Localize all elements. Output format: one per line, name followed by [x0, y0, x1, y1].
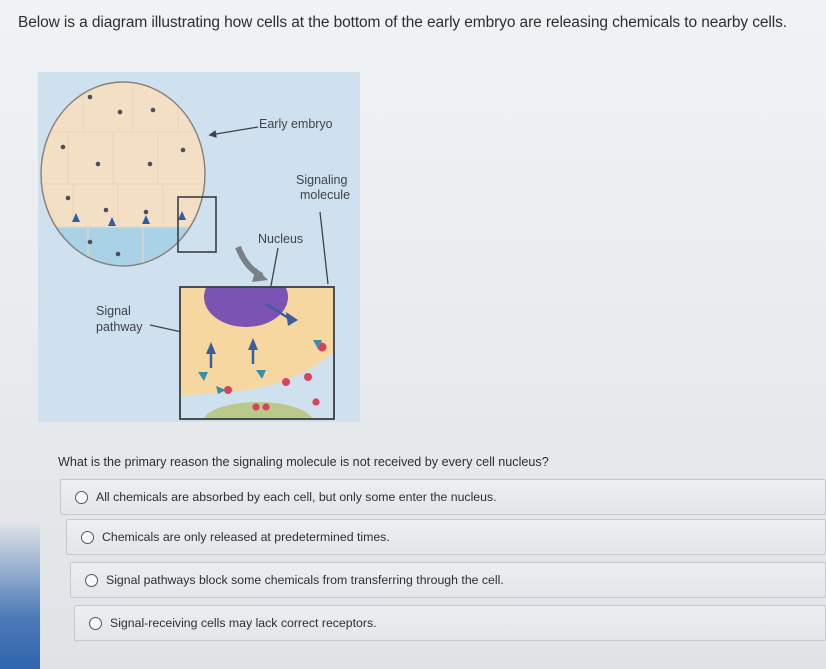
- embryo-diagram: [38, 72, 360, 422]
- answer-option-label: Signal-receiving cells may lack correct receptors.: [110, 616, 377, 630]
- question-stem: Below is a diagram illustrating how cells at the bottom of the early embryo are releasing chemicals to nearby cells.: [18, 14, 787, 31]
- nucleus-label: Nucleus: [258, 232, 304, 246]
- answer-option-label: Signal pathways block some chemicals from transferring through the cell.: [106, 573, 504, 587]
- radio-button-icon[interactable]: [85, 574, 98, 587]
- answer-option-3[interactable]: [70, 562, 826, 598]
- edge-shadow: [0, 520, 40, 669]
- question-text: What is the primary reason the signaling molecule is not received by every cell nucleus?: [58, 455, 549, 469]
- radio-button-icon[interactable]: [81, 531, 94, 544]
- answer-option-label: Chemicals are only released at predetermined times.: [102, 530, 390, 544]
- answer-option-label: All chemicals are absorbed by each cell, but only some enter the nucleus.: [96, 490, 497, 504]
- zoomed-cell-illustration: [180, 267, 334, 422]
- signal-pathway-label-line1: Signal: [96, 304, 131, 318]
- radio-button-icon[interactable]: [89, 617, 102, 630]
- embryo-diagram-svg: [38, 72, 360, 422]
- signal-pathway-label-line2: pathway: [96, 320, 143, 334]
- answer-option-1[interactable]: [60, 479, 826, 515]
- signaling-molecule-label-line1: Signaling: [296, 173, 348, 187]
- signaling-molecule-label-line2: molecule: [300, 188, 351, 202]
- early-embryo-label: Early embryo: [259, 117, 333, 131]
- answer-option-2[interactable]: [66, 519, 826, 555]
- radio-button-icon[interactable]: [75, 491, 88, 504]
- answer-option-4[interactable]: [74, 605, 826, 641]
